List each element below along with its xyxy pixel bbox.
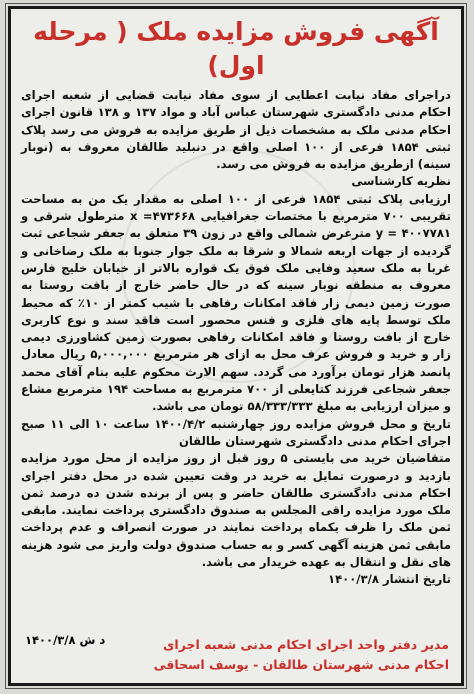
notice-body: [11, 87, 461, 589]
notice-title: آگهی فروش مزایده ملک ( مرحله اول): [33, 17, 439, 80]
publish-date: تاریخ انتشار ۱۴۰۰/۳/۸: [328, 572, 451, 587]
intro-paragraph: دراجرای مفاد نیابت اعطایی از سوی مفاد نیابت قضایی از شعبه اجرای احکام مدنی دادگستری شهرستان عباس آباد و مواد ۱۳۷ و ۱۳۸ قانون اجرای احکام مدنی ملک به مشخصات ذیل از طریق مزایده به فروش می رسد پلاک ثبتی ۱۸۵۴ فرعی از ۱۰۰ اصلی واقع در دنبلید طالقان معروف به (نوبار سینه) ازطریق مزایده به فروش می رسد.: [21, 88, 452, 172]
signature-line-1: مدیر دفتر واحد اجرای احکام مدنی شعبه اجرای: [162, 637, 449, 652]
auction-date-paragraph: تاریخ و محل فروش مزایده روز چهارشنبه ۱۴۰۰/۴/۲ ساعت ۱۰ الی ۱۱ صبح اجرای احکام مدنی دادگستری شهرستان طالقان: [21, 416, 451, 448]
terms-paragraph: متقاضیان خرید می بایستی ۵ روز قبل از روز مزایده از محل مورد مزایده بازدید و درصورت تمایل به خرید در وقت تعیین شده در محل دفتر اجرای احکام مدنی دادگستری طالقان حاضر و پس از برنده شدن ده درصد ثمن ملک مورد مزایده راقی المجلس به صندوق دادگستری پرداخت نمایند. مابقی ثمن ملک را ظرف یکماه پرداخت نمایند در صورت انصراف و عدم پرداخت مابقی ثمن هزینه آگهی کسر و به حساب صندوق دولت واریز می شود هزینه های نقل و انتقال به عهده خریدار می باشد.: [21, 451, 451, 570]
expert-paragraph: ارزیابی پلاک ثبتی ۱۸۵۴ فرعی از ۱۰۰ اصلی به مقدار یک من به مساحت تقریبی ۷۰۰ مترمربع با مختصات جغرافیایی ۴۷۳۶۶۸= x مترطول شرقی و ۴۰۰۷۷۸۱ = y مترعرض شمالی واقع در زون ۳۹ متعلق به جعفر شجاعی ثبت گردیده از جهات اربعه شمالا و شرقا به ملک جوار جنوبا به ملک رضاخانی و غربا به ملک سعید وفایی ملک فوق یک قواره بالاتر از خیابان خلیج فارس معروف به منطقه نوبار سینه که در حال حاضر خارج از بافت روستا به صورت زمین دیمی زار فاقد امکانات رفاهی با شیب کمتر از ۱۰٪ که محیط ملک توسط پایه های فلزی و فنس محصور است فاقد سند و نوع کاربری خارج از بافت روستا و فاقد امکانات رفاهی بصورت زمین کشاورزی دیمی زار و خرید و فروش عرف محل به ازای هر مترمربع ۵,۰۰۰,۰۰۰ ریال معادل پانصد هزار تومان برآورد می گردد. سهم الارث محکوم علیه بنام آقای محمد جعفر شجاعی فرزند کتایعلی از ۷۰۰ مترمربع به مساحت ۱۹۴ مترمربع مشاع و میزان ارزیابی به مبلغ ۵۸/۳۳۳/۳۳۳ تومان می باشد.: [21, 191, 452, 414]
publish-date-secondary: د ش ۱۴۰۰/۳/۸: [25, 633, 106, 647]
auction-notice: [8, 6, 464, 686]
signature-line-2: احکام مدنی شهرستان طالقان - یوسف اسحاقی: [153, 657, 449, 672]
expert-heading: نظریه کارشناسی: [351, 174, 451, 189]
